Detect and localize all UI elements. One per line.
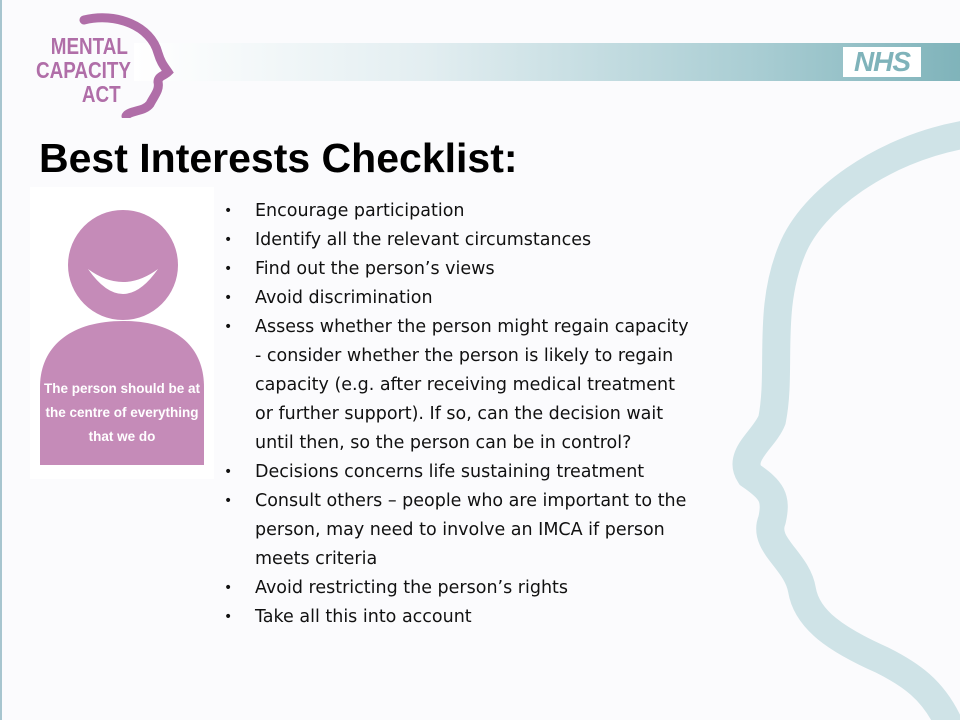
bullet-icon: •	[224, 290, 233, 306]
list-item	[224, 487, 694, 574]
mental-capacity-act-logo	[26, 8, 176, 118]
list-item	[224, 284, 694, 313]
person-illustration	[30, 187, 214, 479]
logo-line-capacity: CAPACITY	[36, 57, 132, 83]
list-item-text: Find out the person’s views	[255, 259, 495, 279]
bullet-icon: •	[224, 261, 233, 277]
nhs-logo: NHS	[843, 47, 921, 77]
bullet-icon: •	[224, 493, 233, 509]
page-title: Best Interests Checklist:	[39, 135, 518, 181]
logo-line-act: ACT	[81, 81, 121, 107]
list-item	[224, 458, 694, 487]
bullet-icon: •	[224, 464, 233, 480]
header-gradient-band	[134, 43, 960, 81]
list-item	[224, 603, 694, 632]
list-item-text: Encourage participation	[255, 201, 465, 221]
list-item	[224, 226, 694, 255]
best-interests-checklist	[224, 197, 694, 632]
list-item-text: Assess whether the person might regain capacity - consider whether the person is likely to regain capacity (e.g. after receiving medical treatment or further support). If so, can the decision wait until then, so the person can be in control?	[255, 317, 689, 453]
list-item-text: Take all this into account	[255, 607, 472, 627]
list-item-text: Avoid restricting the person’s rights	[255, 578, 569, 598]
list-item-text: Avoid discrimination	[255, 288, 433, 308]
logo-line-mental: MENTAL	[50, 33, 128, 59]
bullet-icon: •	[224, 203, 233, 219]
list-item-text: Identify all the relevant circumstances	[255, 230, 592, 250]
list-item	[224, 574, 694, 603]
list-item	[224, 313, 694, 458]
list-item-text: Consult others – people who are important to the person, may need to involve an IMCA if person meets criteria	[255, 491, 687, 569]
list-item	[224, 255, 694, 284]
bullet-icon: •	[224, 319, 233, 335]
list-item-text: Decisions concerns life sustaining treatment	[255, 462, 645, 482]
bullet-icon: •	[224, 609, 233, 625]
person-caption: The person should be at the centre of everything that we do	[43, 381, 200, 444]
list-item	[224, 197, 694, 226]
bullet-icon: •	[224, 232, 233, 248]
bullet-icon: •	[224, 580, 233, 596]
